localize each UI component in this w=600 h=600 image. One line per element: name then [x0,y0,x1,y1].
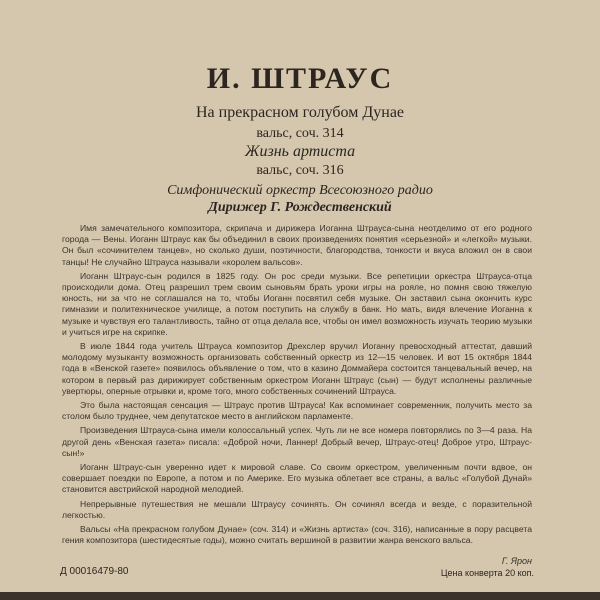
conductor-credit: Дирижер Г. Рождественский [208,200,392,215]
liner-paragraph: Вальсы «На прекрасном голубом Дунае» (соч. 314) и «Жизнь артиста» (соч. 316), написанные в пору расцвета гения композитора (шестидесятые годы), можно считать вершиной в развитии жанра венского вальса. [62,524,532,546]
work-2-title: Жизнь артиста [244,143,356,160]
work-1-title: На прекрасном голубом Дунае [195,104,405,121]
sleeve-price: Цена конверта 20 коп. [440,568,534,578]
orchestra-credit: Симфонический оркестр Всесоюзного радио [167,183,433,198]
liner-notes [62,223,532,549]
liner-paragraph: Иоганн Штраус-сын родился в 1825 году. Он рос среди музыки. Все репетиции оркестра Штрауса-отца происходили дома. Отец разрешил трем своим сыновьям брать уроки игры на рояле, но помня свою тяжелую юность, ни за что не соглашался на то, чтобы Иоганн посвятил себя музыке. Он заставил сына окончить курс гимназии и политехническое училище, а потом поступить на службу в банк. Но мать, видя влечение Иоганна к музыке и чувствуя его талантливость, тайно от отца делала все, чтобы он имел возможность изучать теорию музыки и учиться игре на скрипке. [62,270,532,337]
liner-paragraph: Иоганн Штраус-сын уверенно идет к мировой славе. Со своим оркестром, увеличенным почти вдвое, он совершает поездки по Европе, а потом и по Америке. Его музыка облетает все страны, а вальс «Голубой Дунай» становится австрийской народной мелодией. [62,462,532,495]
liner-paragraph: Произведения Штрауса-сына имели колоссальный успех. Чуть ли не все номера повторялись по 3—4 раза. На другой день «Венская газета» писала: «Доброй ночи, Ланнер! Добрый вечер, Штраус-отец! Доброе утро, Штраус-сын!» [62,425,532,458]
work-1-subtitle: вальс, соч. 314 [256,126,344,141]
work-2-subtitle: вальс, соч. 316 [256,163,344,178]
liner-paragraph: Непрерывные путешествия не мешали Штраусу сочинять. Он сочинял всегда и везде, с поразительной легкостью. [62,498,532,520]
author-signature: Г. Ярон [501,556,532,566]
liner-paragraph: В июле 1844 года учитель Штрауса композитор Дрехслер вручил Иоганну превосходный аттестат, давший молодому музыканту возможность организовать собственный оркестр из 12—15 человек. И вот 15 октября 1844 года в «Венской газете» появилось объявление о том, что в казино Доммайера состоится танцевальный вечер, на котором в первый раз дирижирует собственным оркестром Иоганн Штраус (сын) — будут исполнены различные увертюры, оперные отрывки и, кроме того, много собственных сочинений Штрауса. [62,341,532,396]
catalog-number: Д 00016479-80 [60,566,129,577]
composer-name: И. ШТРАУС [206,62,394,95]
liner-paragraph: Это была настоящая сенсация — Штраус против Штрауса! Как вспоминает современник, получить место за столом было труднее, чем депутатское место в английском парламенте. [62,400,532,422]
liner-paragraph: Имя замечательного композитора, скрипача и дирижера Иоганна Штрауса-сына неотделимо от его родного города — Вены. Иоганн Штраус как бы объединил в своих произведениях понятия «серьезной» и «легкой» музыки. Он был «сочинителем танцев», но сколько души, поэтичности, благородства, тонкости и вкуса вложил он в свои танцы! Не случайно Штрауса называли «королем вальсов». [62,223,532,267]
